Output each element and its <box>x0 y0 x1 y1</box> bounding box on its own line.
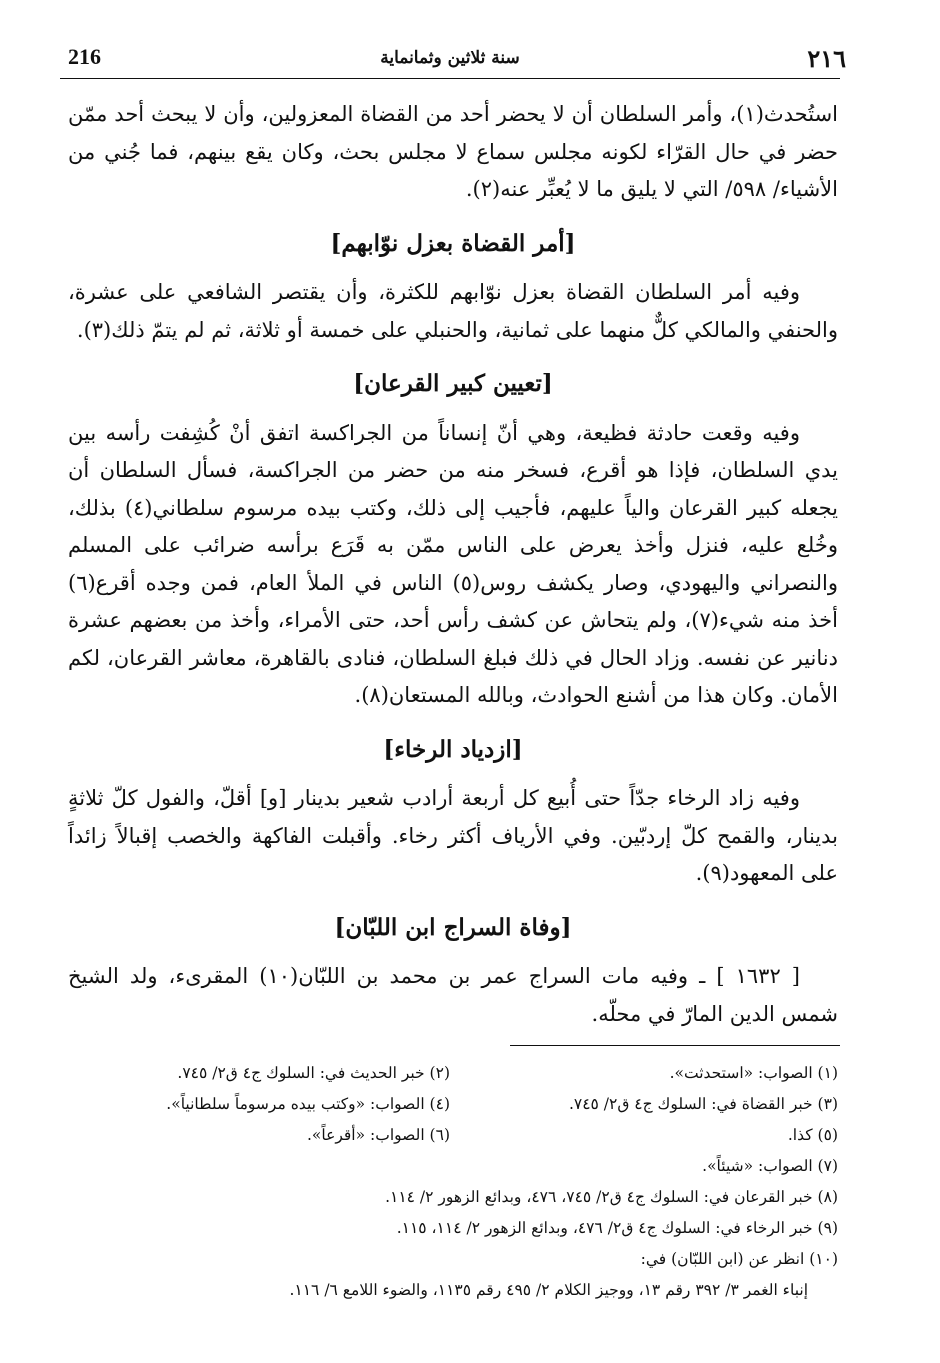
page-number-arabic: ٢١٦ <box>807 44 846 73</box>
footnote: (٤) الصواب: «وكتب بيده مرسوماً سلطانياً». <box>166 1095 450 1113</box>
footnote: (٥) كذا. <box>787 1126 838 1144</box>
running-title: سنة ثلاثين وثمانماية <box>380 48 520 68</box>
section-heading: [تعيين كبير القرعان] <box>353 370 553 397</box>
section-paragraph: وفيه وقعت حادثة فظيعة، وهي أنّ إنساناً من الجراكسة اتفق أنْ كُشِفت رأسه بين يدي السلطان، فإذا هو أقرع، فسخر منه من حضر من الجراكسة، فسأل السلطان أن يجعله كبير القرعان والياً عليهم، فأجيب إلى ذلك، وكتب بيده مرسوم سلطاني(٤) بذلك، وخُلع عليه، فنزل وأخذ يعرض على الناس ممّن به قَرَع برأسه ضرائب على المسلم والنصراني واليهودي، وصار يكشف روس(٥) الناس في الملأ العام، فمن وجده أقرع(٦) أخذ منه شيء(٧)، ولم يتحاش عن كشف رأس أحد، حتى الأمراء، وأخذ من بعضهم عشرة دنانير عن نفسه. وزاد الحال في ذلك فبلغ السلطان، فنادى بالقاهرة، معاشر القرعان، لكم الأمان. وكان هذا من أشنع الحوادث، وبالله المستعان(٨). <box>68 420 839 707</box>
section-paragraph: وفيه زاد الرخاء جدّاً حتى أُبيع كل أربعة أرادب شعير بدينار [و] أقلّ، والفول كلّ ثلاثةٍ بدينار، والقمح كلّ إردبّين. وفي الأرياف أكثر رخاء. وأقبلت الفاكهة والخصب إقبالاً زائداً على المعهود(٩). <box>68 786 838 885</box>
section-heading: [وفاة السراج ابن اللبّان] <box>334 913 572 941</box>
section-heading: [ازدياد الرخاء] <box>383 735 523 763</box>
footnotes <box>82 1058 838 1306</box>
footnote: (١) الصواب: «استحدثت». <box>669 1064 838 1082</box>
section-paragraph: [ ١٦٣٢ ] ـ وفيه مات السراج عمر بن محمد بن اللبّان(١٠) المقرىء، ولد الشيخ شمس الدين المارّ في محلّه. <box>68 964 838 1026</box>
section-heading: [أمر القضاة بعزل نوّابهم] <box>330 229 576 257</box>
footnote: (٣) خبر القضاة في: السلوك ج٤ ق٢/ ٧٤٥. <box>568 1095 838 1113</box>
footnote: (٦) الصواب: «أقرعاً». <box>306 1126 450 1144</box>
header-rule <box>60 78 840 79</box>
footnote: (٢) خبر الحديث في: السلوك ج٤ ق٢/ ٧٤٥. <box>177 1064 450 1082</box>
section-paragraph: وفيه أمر السلطان القضاة بعزل نوّابهم للكثرة، وأن يقتصر الشافعي على عشرة، والحنفي والمالكي كلٌّ منهما على ثمانية، والحنبلي على خمسة أو ثلاثة، ثم لم يتمّ ذلك(٣). <box>68 280 838 342</box>
footnote-rule <box>510 1045 840 1046</box>
footnote: (٧) الصواب: «شيئاً». <box>702 1157 838 1175</box>
page-number-latin: 216 <box>68 44 101 69</box>
footnote: (١٠) انظر عن (ابن اللبّان) في: <box>640 1250 838 1268</box>
footnote-pairs <box>82 1058 838 1151</box>
footnote: (٨) خبر القرعان في: السلوك ج٤ ق٢/ ٧٤٥، ٤٧٦، وبدائع الزهور ٢/ ١١٤. <box>385 1188 838 1206</box>
page-header <box>60 44 846 76</box>
footnote-continuation: إنباء الغمر ٣/ ٣٩٢ رقم ١٣، ووجيز الكلام ٢/ ٤٩٥ رقم ١١٣٥، والضوء اللامع ٦/ ١١٦. <box>289 1281 808 1299</box>
main-text <box>68 96 838 1033</box>
intro-paragraph: استُحدث(١)، وأمر السلطان أن لا يحضر أحد من القضاة المعزولين، وأن لا يبحث أحد ممّن حضر في حال القرّاء لكونه مجلس سماع لا مجلس بحث، وكان يقع بينهم، فما جُني من الأشياء/ ٥٩٨/ التي لا يليق ما لا يُعبِّر عنه(٢). <box>68 102 838 201</box>
footnote: (٩) خبر الرخاء في: السلوك ج٤ ق٢/ ٤٧٦، وبدائع الزهور ٢/ ١١٤، ١١٥. <box>396 1219 838 1237</box>
